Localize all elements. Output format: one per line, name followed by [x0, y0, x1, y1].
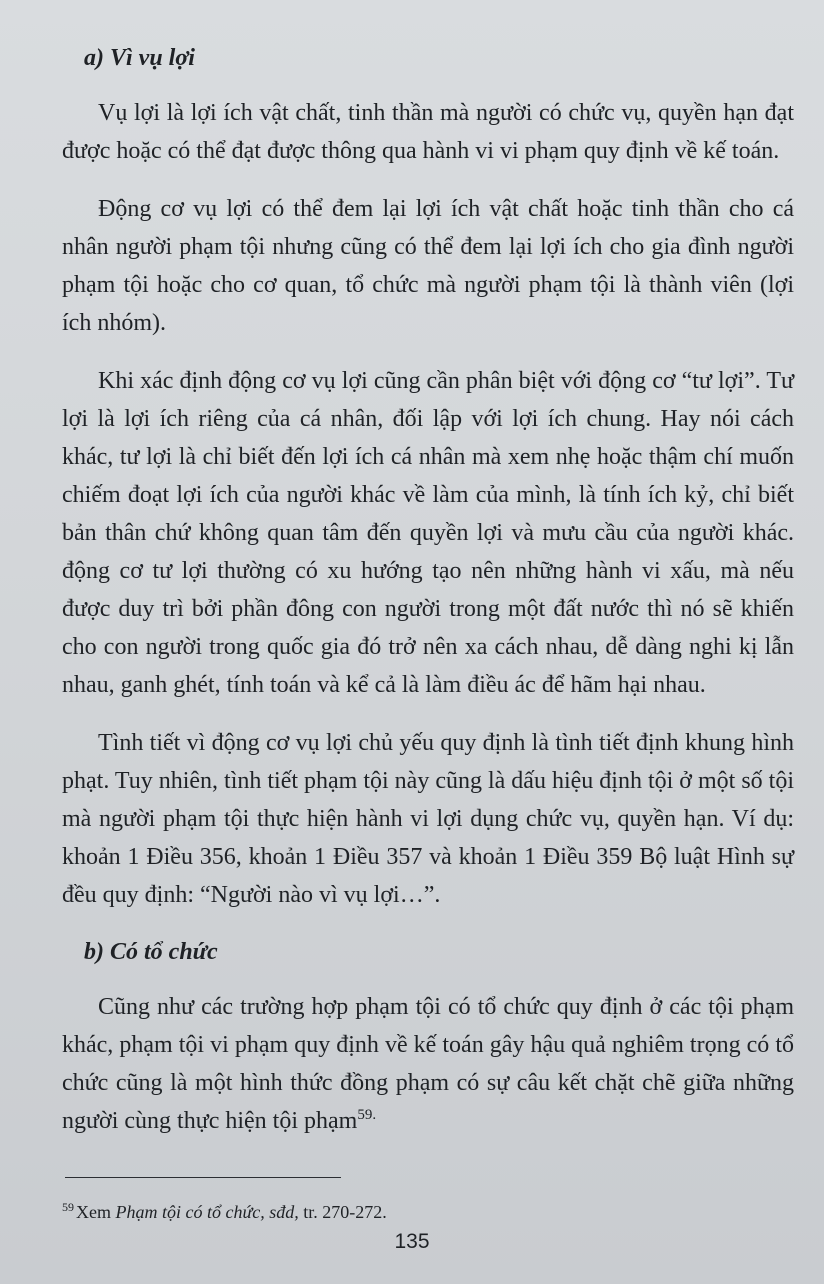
paragraph: Khi xác định động cơ vụ lợi cũng cần phân biệt với động cơ “tư lợi”. Tư lợi là lợi ích riêng của cá nhân, đối lập với lợi ích chung. Hay nói cách khác, tư lợi là chỉ biết đến lợi ích cá nhân mà xem nhẹ hoặc thậm chí muốn chiếm đoạt lợi ích của người khác về làm của mình, là tính ích kỷ, chỉ biết bản thân chứ không quan tâm đến quyền lợi và mưu cầu của người khác. động cơ tư lợi thường có xu hướng tạo nên những hành vi xấu, mà nếu được duy trì bởi phần đông con người trong một đất nước thì nó sẽ khiến cho con người trong quốc gia đó trở nên xa cách nhau, dễ dàng nghi kị lẫn nhau, ganh ghét, tính toán và kể cả là làm điều ác để hãm hại nhau. — [62, 368, 794, 698]
section-co-to-chuc — [62, 934, 794, 1140]
paragraph-text: Cũng như các trường hợp phạm tội có tổ chức quy định ở các tội phạm khác, phạm tội vi phạm quy định về kế toán gây hậu quả nghiêm trọng có tổ chức cũng là một hình thức đồng phạm có sự câu kết chặt chẽ giữa những người cùng thực hiện tội phạm — [62, 994, 794, 1134]
footnote-number: 59 — [62, 1200, 74, 1214]
footnote-prefix: Xem — [76, 1202, 116, 1222]
footnote — [62, 1200, 782, 1224]
footnote-title: Phạm tội có tổ chức, sđd, — [115, 1202, 299, 1222]
paragraph: Vụ lợi là lợi ích vật chất, tinh thần mà người có chức vụ, quyền hạn đạt được hoặc có thể đạt được thông qua hành vi vi phạm quy định về kế toán. — [62, 100, 794, 164]
footnote-divider — [65, 1177, 341, 1178]
section-heading: b) Có tổ chức — [84, 939, 218, 965]
section-heading: a) Vì vụ lợi — [84, 45, 195, 71]
footnote-suffix: tr. 270-272. — [298, 1202, 387, 1222]
page-body — [62, 40, 794, 1160]
paragraph — [62, 988, 794, 1140]
paragraph: Tình tiết vì động cơ vụ lợi chủ yếu quy định là tình tiết định khung hình phạt. Tuy nhiên, tình tiết phạm tội này cũng là dấu hiệu định tội ở một số tội mà người phạm tội thực hiện hành vi lợi dụng chức vụ, quyền hạn. Ví dụ: khoản 1 Điều 356, khoản 1 Điều 357 và khoản 1 Điều 359 Bộ luật Hình sự đều quy định: “Người nào vì vụ lợi…”. — [62, 730, 794, 908]
footnote-reference: 59. — [357, 1107, 377, 1123]
page-number: 135 — [394, 1230, 430, 1253]
paragraph: Động cơ vụ lợi có thể đem lại lợi ích vật chất hoặc tinh thần cho cá nhân người phạm tội nhưng cũng có thể đem lại lợi ích cho gia đình người phạm tội hoặc cho cơ quan, tổ chức mà người phạm tội là thành viên (lợi ích nhóm). — [62, 196, 794, 336]
section-vi-vu-loi — [62, 40, 794, 914]
